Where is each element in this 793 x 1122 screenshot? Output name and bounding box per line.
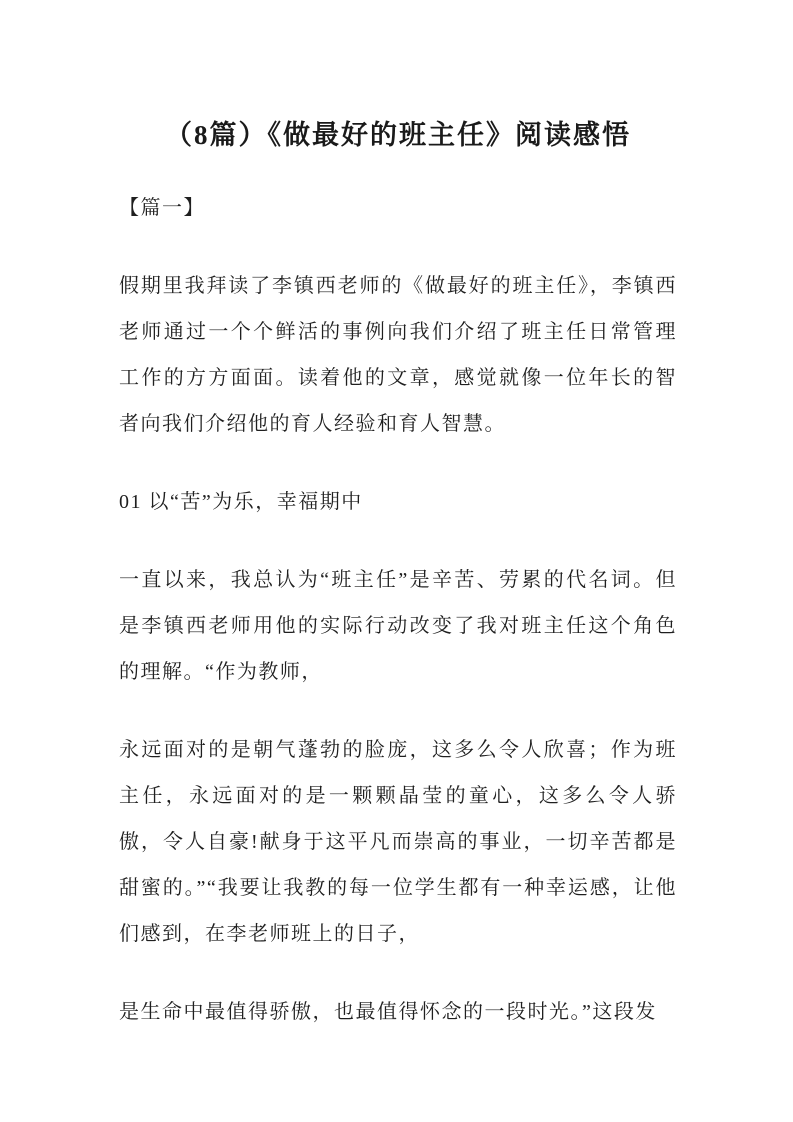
paragraph-quote: 永远面对的是朝气蓬勃的脸庞，这多么令人欣喜；作为班主任，永远面对的是一颗颗晶莹的童心，这多么令人骄傲，令人自豪!献身于这平凡而崇高的事业，一切辛苦都是甜蜜的。”“我要让我教的每一位学生都有一种幸运感，让他们感到，在李老师班上的日子， <box>119 739 677 945</box>
subheading-01: 01 以“苦”为乐，幸福期中 <box>119 491 363 513</box>
document-title: （8篇）《做最好的班主任》阅读感悟 <box>165 120 631 150</box>
section-marker: 【篇一】 <box>119 197 205 219</box>
paragraph-role-understanding: 一直以来，我总认为“班主任”是辛苦、劳累的代名词。但是李镇西老师用他的实际行动改变了我对班主任这个角色的理解。“作为教师， <box>119 569 677 683</box>
paragraph-final-line: 是生命中最值得骄傲，也最值得怀念的一段时光。”这段发 <box>119 1001 657 1023</box>
paragraph-intro: 假期里我拜读了李镇西老师的《做最好的班主任》，李镇西老师通过一个个鲜活的事例向我们介绍了班主任日常管理工作的方方面面。读着他的文章，感觉就像一位年长的智者向我们介绍他的育人经验和育人智慧。 <box>119 275 677 435</box>
